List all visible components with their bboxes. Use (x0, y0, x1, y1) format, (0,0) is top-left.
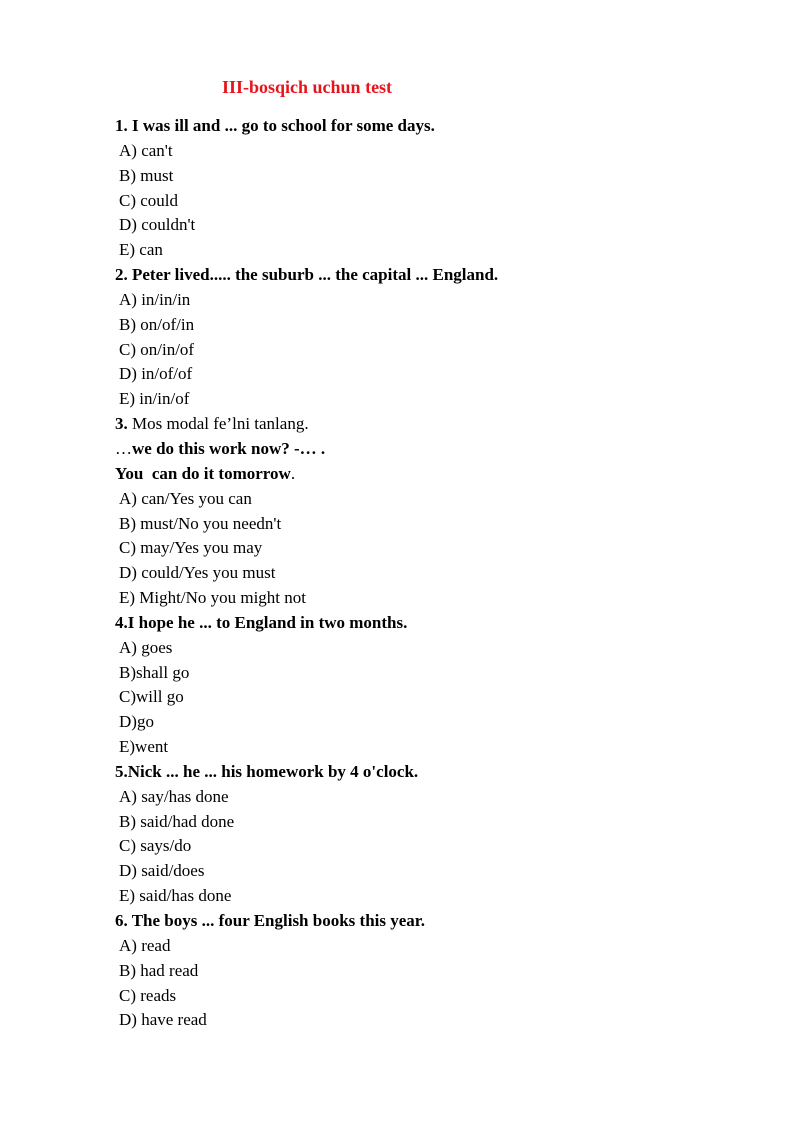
question-5-option-b: B) said/had done (119, 811, 235, 831)
question-4-option-a: A) goes (119, 637, 173, 657)
question-3-line-3-text: You can do it tomorrow (115, 463, 291, 483)
question-2-option-d: D) in/of/of (119, 364, 193, 384)
question-3-option-d: D) could/Yes you must (119, 563, 276, 583)
question-5-option-c: C) says/do (119, 836, 192, 856)
question-2-text: 2. Peter lived..... the suburb ... the capital ... England. (115, 265, 499, 285)
test-content (115, 114, 755, 1033)
question-3-instruction: Mos modal fe’lni tanlang. (127, 414, 309, 434)
question-6-option-c: C) reads (119, 985, 177, 1005)
question-3-line-2-prefix: … (115, 438, 132, 458)
question-1-option-b: B) must (119, 165, 174, 185)
question-5-option-d: D) said/does (119, 861, 205, 881)
test-title: III-bosqich uchun test (222, 77, 393, 97)
question-6-option-a: A) read (119, 935, 171, 955)
question-5-option-e: E) said/has done (119, 886, 232, 906)
question-3-option-e: E) Might/No you might not (119, 588, 306, 608)
question-3-option-c: C) may/Yes you may (119, 538, 263, 558)
question-6-option-d: D) have read (119, 1010, 207, 1030)
question-4-option-e: E)went (119, 737, 169, 757)
question-4-option-c: C)will go (119, 687, 184, 707)
question-3-option-b: B) must/No you needn't (119, 513, 282, 533)
question-5-option-a: A) say/has done (119, 786, 229, 806)
question-3-line-2 (115, 437, 755, 462)
question-3-instruction-line (115, 412, 755, 437)
question-3-line-3 (115, 462, 755, 487)
question-2-option-e: E) in/in/of (119, 389, 190, 409)
question-3-option-a: A) can/Yes you can (119, 488, 252, 508)
question-6-text: 6. The boys ... four English books this year. (115, 911, 426, 930)
question-1-option-a: A) can't (119, 140, 173, 160)
question-1-option-e: E) can (119, 240, 163, 260)
question-3-line-3-suffix: . (290, 463, 296, 483)
question-3-line-2-text: we do this work now? -… . (132, 438, 326, 458)
question-6-option-b: B) had read (119, 960, 199, 980)
question-2-option-c: C) on/in/of (119, 339, 195, 359)
question-4-option-d: D)go (119, 712, 154, 732)
question-1-option-c: C) could (119, 190, 179, 210)
question-1-text: 1. I was ill and ... go to school for some days. (115, 116, 435, 135)
question-2-option-b: B) on/of/in (119, 314, 195, 334)
question-4-option-b: B)shall go (119, 662, 190, 682)
question-3-number: 3. (115, 414, 128, 434)
question-1-option-d: D) couldn't (119, 215, 196, 235)
question-2-option-a: A) in/in/in (119, 289, 191, 309)
question-5-text: 5.Nick ... he ... his homework by 4 o'clock. (115, 761, 419, 781)
question-4-text: 4.I hope he ... to England in two months. (115, 612, 408, 632)
